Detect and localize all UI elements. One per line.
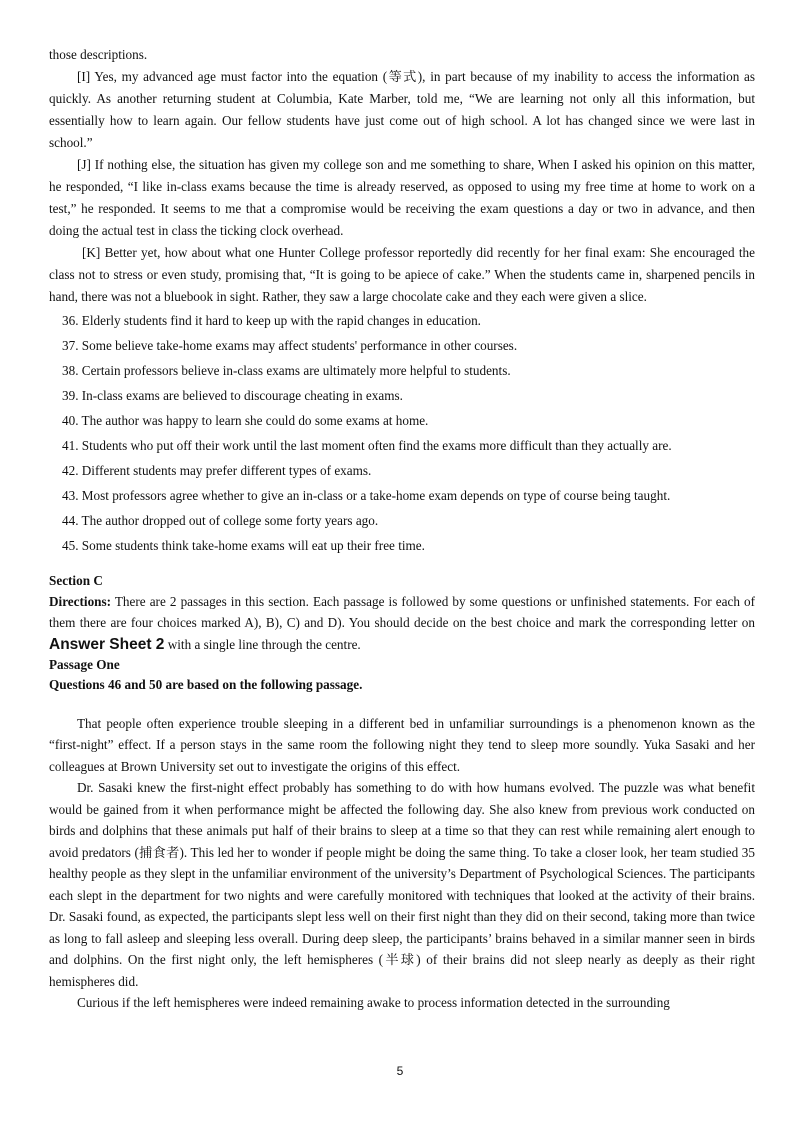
statement-item: 37. Some believe take-home exams may affect students' performance in other courses.: [62, 338, 518, 353]
paragraph-j: [J] If nothing else, the situation has given my college son and me something to share, When I asked his opinion on this matter, he responded, “I like in-class exams because the time is already reserved, as opposed to using my free time at home to work on a test,” he responded. It seems to me that a compromise would be receiving the exam questions a day or two in advance, and then doing the actual test in class the ticking clock overhead.: [49, 157, 755, 238]
directions-text: There are 2 passages in this section. Each passage is followed by some questions or unfinished statements. For each of them there are four choices marked A), B), C) and D). You should decide on the best choice and mark the corresponding letter on: [49, 594, 755, 631]
statement-item: 41. Students who put off their work until the last moment often find the exams more difficult than they actually are.: [62, 438, 672, 453]
section-heading: Section C: [49, 573, 103, 588]
statement-item: 39. In-class exams are believed to discourage cheating in exams.: [62, 388, 403, 403]
directions-tail: with a single line through the centre.: [164, 636, 361, 652]
statement-item: 36. Elderly students find it hard to keep up with the rapid changes in education.: [62, 313, 481, 328]
paragraph-k: [K] Better yet, how about what one Hunter College professor reportedly did recently for her final exam: She encouraged the class not to stress or even study, promising that, “It is going to be apiece of cake.” When the students came in, sharpened pencils in hand, there was not a bluebook in sight. Rather, they saw a large chocolate cake and they each were given a slice.: [49, 245, 755, 304]
statement-item: 45. Some students think take-home exams will eat up their free time.: [62, 538, 425, 553]
statement-item: 38. Certain professors believe in-class exams are ultimately more helpful to students.: [62, 363, 511, 378]
page-number: 5: [396, 1064, 404, 1078]
statement-item: 42. Different students may prefer different types of exams.: [62, 463, 372, 478]
statement-list: [49, 308, 755, 558]
continuation-text: those descriptions.: [49, 47, 148, 62]
statement-item: 44. The author dropped out of college some forty years ago.: [62, 513, 379, 528]
document-page: [49, 44, 755, 1014]
passage-paragraph-3: Curious if the left hemispheres were indeed remaining awake to process information detected in the surrounding: [77, 995, 670, 1011]
passage-title: Passage One: [49, 656, 120, 672]
answer-sheet-label: Answer Sheet 2: [49, 635, 165, 653]
passage-paragraph-1: That people often experience trouble sleeping in a different bed in unfamiliar surroundings is a phenomenon known as the “first-night” effect. If a person stays in the same room the following night they tend to sleep more soundly. Yuka Sasaki and her colleagues at Brown University set out to investigate the origins of this effect.: [49, 715, 755, 774]
questions-note: Questions 46 and 50 are based on the following passage.: [49, 676, 363, 692]
passage-paragraph-2: Dr. Sasaki knew the first-night effect probably has something to do with how humans evolved. The puzzle was what benefit would be gained from it when performance might be affected the following day. She also knew from previous work conducted on birds and dolphins that these animals put half of their brains to sleep at a time so that they can rest while remaining alert enough to avoid predators (捕食者). This led her to wonder if people might be doing the same thing. To take a closer look, her team studied 35 healthy people as they slept in the unfamiliar environment of the university’s Department of Psychological Sciences. The participants each slept in the department for two nights and were carefully monitored with techniques that looked at the activity of their brains. Dr. Sasaki found, as expected, the participants slept less well on their first night than they did on their second, taking more than twice as long to fall asleep and sleeping less overall. During deep sleep, the participants’ brains behaved in a similar manner seen in birds and dolphins. On the first night only, the left hemispheres (半球) of their brains did not sleep nearly as deeply as their right hemispheres did.: [49, 780, 755, 989]
statement-item: 43. Most professors agree whether to give an in-class or a take-home exam depends on type of course being taught.: [62, 488, 671, 503]
section-directions: [49, 591, 755, 655]
statement-item: 40. The author was happy to learn she could do some exams at home.: [62, 413, 429, 428]
paragraph-i: [I] Yes, my advanced age must factor into the equation (等式), in part because of my inability to access the information as quickly. As another returning student at Columbia, Kate Marber, told me, “We are learning not only all this information, but essentially how to learn again. Our fellow students have just come out of high school. A lot has changed since we were last in school.”: [49, 69, 755, 150]
directions-label: Directions:: [49, 594, 112, 609]
